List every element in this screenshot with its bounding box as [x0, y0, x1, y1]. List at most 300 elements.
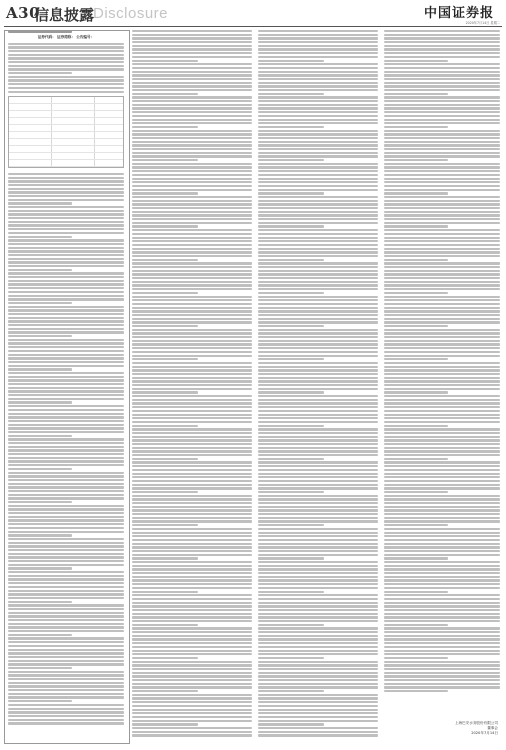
text-line — [8, 542, 124, 544]
text-line — [8, 87, 124, 89]
text-line — [8, 298, 124, 300]
text-line — [132, 473, 252, 475]
text-line — [132, 543, 252, 545]
text-line — [132, 141, 252, 143]
text-line — [384, 325, 448, 327]
text-line — [132, 251, 252, 253]
text-line — [8, 674, 124, 676]
text-line — [384, 417, 500, 419]
text-line — [384, 579, 500, 581]
text-line — [258, 631, 378, 633]
text-line — [258, 203, 378, 205]
text-line — [258, 34, 378, 36]
text-line — [258, 314, 378, 316]
text-line — [8, 61, 124, 63]
text-line — [8, 354, 124, 356]
text-line — [132, 672, 252, 674]
text-line — [132, 520, 252, 522]
text-line — [258, 60, 324, 62]
text-line — [132, 74, 252, 76]
text-line — [384, 613, 500, 615]
text-line — [384, 399, 500, 401]
text-line — [384, 133, 500, 135]
text-line — [8, 199, 124, 201]
text-column-2 — [132, 30, 252, 742]
text-line — [384, 690, 448, 692]
text-line — [132, 192, 198, 194]
text-line — [384, 594, 500, 596]
text-line — [132, 340, 252, 342]
text-line — [258, 576, 378, 578]
text-line — [8, 615, 124, 617]
text-line — [258, 115, 378, 117]
text-line — [258, 683, 378, 685]
text-line — [258, 251, 378, 253]
text-line — [258, 377, 378, 379]
text-line — [258, 229, 378, 231]
text-line — [132, 174, 252, 176]
text-line — [8, 228, 124, 230]
text-line — [132, 432, 252, 434]
text-line — [132, 78, 252, 80]
text-line — [258, 85, 378, 87]
text-line — [132, 694, 252, 696]
text-line — [258, 292, 324, 294]
text-line — [258, 362, 378, 364]
text-line — [8, 464, 124, 466]
text-line — [132, 579, 252, 581]
text-line — [384, 513, 500, 515]
text-line — [384, 262, 500, 264]
text-line — [8, 652, 124, 654]
text-line — [132, 211, 252, 213]
text-line — [384, 679, 500, 681]
text-line — [132, 391, 198, 393]
text-line — [132, 248, 252, 250]
text-line — [258, 579, 378, 581]
text-line — [384, 351, 500, 353]
text-line — [384, 107, 500, 109]
text-line — [384, 495, 500, 497]
text-line — [384, 627, 500, 629]
text-line — [8, 342, 124, 344]
text-line — [8, 405, 124, 407]
text-line — [8, 512, 124, 514]
text-line — [8, 276, 124, 278]
text-line — [8, 486, 124, 488]
text-line — [132, 244, 252, 246]
text-line — [258, 181, 378, 183]
text-line — [384, 362, 500, 364]
text-line — [132, 266, 252, 268]
text-line — [8, 586, 124, 588]
text-line — [132, 93, 198, 95]
text-line — [258, 355, 378, 357]
text-line — [132, 436, 252, 438]
text-line — [384, 480, 500, 482]
text-line — [132, 351, 252, 353]
text-line — [384, 476, 500, 478]
text-line — [132, 332, 252, 334]
text-line — [8, 649, 124, 651]
text-line — [384, 528, 500, 530]
text-line — [258, 414, 378, 416]
text-line — [258, 712, 378, 714]
text-line — [8, 663, 124, 665]
text-line — [132, 366, 252, 368]
header-divider — [4, 26, 502, 27]
text-line — [132, 594, 252, 596]
text-line — [132, 85, 252, 87]
text-line — [8, 472, 124, 474]
text-line — [258, 694, 378, 696]
text-line — [384, 314, 500, 316]
text-line — [132, 329, 252, 331]
text-line — [8, 383, 124, 385]
text-line — [384, 410, 500, 412]
text-line — [258, 318, 378, 320]
text-line — [384, 266, 500, 268]
text-line — [258, 321, 378, 323]
text-line — [132, 557, 198, 559]
text-line — [258, 502, 378, 504]
text-line — [258, 661, 378, 663]
text-line — [8, 221, 124, 223]
text-line — [258, 166, 378, 168]
text-line — [384, 218, 500, 220]
text-line — [384, 155, 500, 157]
text-line — [258, 340, 378, 342]
text-line — [258, 624, 324, 626]
text-line — [132, 609, 252, 611]
text-line — [132, 458, 198, 460]
text-line — [8, 280, 124, 282]
text-line — [384, 565, 500, 567]
text-line — [384, 207, 500, 209]
text-line — [8, 556, 124, 558]
text-line — [132, 314, 252, 316]
text-line — [8, 79, 124, 81]
text-line — [258, 148, 378, 150]
text-line — [132, 237, 252, 239]
text-line — [8, 357, 124, 359]
newspaper-logo: 中国证券报 — [423, 6, 494, 21]
text-line — [8, 210, 124, 212]
text-line — [8, 413, 124, 415]
text-line — [8, 549, 124, 551]
text-line — [8, 269, 72, 271]
text-line — [258, 716, 378, 718]
text-line — [258, 196, 378, 198]
text-line — [8, 656, 124, 658]
text-line — [8, 575, 124, 577]
text-line — [132, 565, 252, 567]
text-line — [8, 696, 124, 698]
text-line — [132, 296, 252, 298]
text-line — [132, 185, 252, 187]
text-line — [258, 104, 378, 106]
text-line — [132, 484, 252, 486]
text-line — [384, 591, 448, 593]
text-line — [132, 638, 252, 640]
text-line — [384, 355, 500, 357]
text-line — [384, 406, 500, 408]
text-line — [384, 196, 500, 198]
text-line — [8, 420, 124, 422]
text-column-4 — [384, 30, 500, 700]
text-line — [132, 650, 252, 652]
text-line — [258, 642, 378, 644]
text-line — [8, 567, 72, 569]
text-line — [258, 675, 378, 677]
text-line — [132, 284, 252, 286]
text-line — [384, 299, 500, 301]
text-line — [384, 395, 500, 397]
text-line — [8, 438, 124, 440]
text-line — [8, 328, 124, 330]
text-line — [132, 624, 198, 626]
text-line — [8, 180, 124, 182]
text-line — [384, 248, 500, 250]
text-line — [258, 343, 378, 345]
text-line — [8, 531, 124, 533]
data-table — [8, 96, 124, 168]
text-line — [132, 45, 252, 47]
text-line — [384, 255, 500, 257]
text-line — [258, 594, 378, 596]
text-line — [258, 325, 324, 327]
text-line — [8, 538, 124, 540]
text-line — [132, 402, 252, 404]
text-line — [132, 661, 252, 663]
text-line — [132, 712, 252, 714]
text-line — [258, 565, 378, 567]
text-line — [384, 336, 500, 338]
text-line — [384, 148, 500, 150]
text-line — [258, 583, 378, 585]
text-line — [258, 668, 378, 670]
text-line — [8, 398, 124, 400]
text-line — [384, 244, 500, 246]
text-line — [384, 609, 500, 611]
text-line — [8, 446, 124, 448]
text-line — [384, 347, 500, 349]
text-line — [384, 192, 448, 194]
text-line — [132, 233, 252, 235]
text-line — [258, 543, 378, 545]
text-line — [384, 30, 500, 32]
text-line — [258, 71, 378, 73]
text-line — [8, 258, 124, 260]
text-line — [384, 307, 500, 309]
text-line — [8, 376, 124, 378]
text-line — [8, 645, 124, 647]
text-line — [132, 203, 252, 205]
text-line — [384, 56, 500, 58]
text-line — [8, 250, 124, 252]
text-line — [384, 174, 500, 176]
text-line — [384, 100, 500, 102]
text-line — [384, 89, 500, 91]
text-line — [132, 598, 252, 600]
text-line — [384, 288, 500, 290]
text-line — [132, 454, 252, 456]
text-line — [384, 166, 500, 168]
text-line — [258, 262, 378, 264]
text-line — [258, 720, 378, 722]
text-line — [8, 390, 124, 392]
text-line — [258, 307, 378, 309]
text-line — [8, 431, 124, 433]
text-line — [258, 233, 378, 235]
text-line — [8, 295, 124, 297]
text-line — [384, 163, 500, 165]
text-line — [258, 240, 378, 242]
text-line — [258, 45, 378, 47]
text-line — [132, 347, 252, 349]
text-line — [384, 229, 500, 231]
text-line — [258, 465, 378, 467]
text-line — [258, 461, 378, 463]
text-line — [132, 723, 198, 725]
text-line — [258, 152, 378, 154]
text-line — [384, 524, 448, 526]
text-line — [8, 409, 124, 411]
text-line — [8, 582, 124, 584]
text-line — [384, 200, 500, 202]
text-line — [384, 509, 500, 511]
text-line — [384, 469, 500, 471]
text-line — [8, 302, 72, 304]
text-line — [258, 627, 378, 629]
text-line — [384, 561, 500, 563]
text-line — [384, 646, 500, 648]
text-line — [132, 196, 252, 198]
text-line — [132, 321, 252, 323]
text-line — [8, 623, 124, 625]
text-line — [258, 299, 378, 301]
text-line — [384, 259, 448, 261]
text-line — [258, 602, 378, 604]
text-line — [132, 528, 252, 530]
text-line — [258, 273, 378, 275]
paragraph-block — [384, 30, 500, 692]
text-line — [132, 273, 252, 275]
text-line — [8, 490, 124, 492]
text-line — [8, 350, 124, 352]
text-line — [8, 387, 124, 389]
text-line — [258, 52, 378, 54]
text-line — [132, 310, 252, 312]
text-line — [8, 224, 124, 226]
text-line — [258, 539, 378, 541]
text-line — [8, 497, 124, 499]
text-line — [258, 734, 378, 736]
text-line — [132, 709, 252, 711]
text-column-3 — [258, 30, 378, 742]
text-line — [258, 731, 378, 733]
text-line — [8, 534, 72, 536]
text-line — [8, 339, 124, 341]
text-line — [258, 591, 324, 593]
text-line — [132, 318, 252, 320]
text-line — [258, 447, 378, 449]
text-line — [8, 217, 124, 219]
text-line — [8, 519, 124, 521]
text-line — [132, 240, 252, 242]
text-line — [132, 207, 252, 209]
text-line — [8, 523, 124, 525]
text-line — [8, 173, 124, 175]
newspaper-masthead — [0, 0, 506, 28]
text-line — [132, 137, 252, 139]
text-line — [258, 67, 378, 69]
text-line — [132, 414, 252, 416]
text-line — [384, 52, 500, 54]
text-line — [132, 587, 252, 589]
text-line — [258, 613, 378, 615]
text-line — [132, 561, 252, 563]
text-line — [8, 453, 124, 455]
text-line — [8, 236, 72, 238]
text-line — [132, 576, 252, 578]
text-line — [8, 401, 72, 403]
text-line — [384, 329, 500, 331]
text-line — [258, 373, 378, 375]
text-line — [132, 181, 252, 183]
text-line — [258, 557, 324, 559]
text-line — [384, 439, 500, 441]
text-line — [384, 620, 500, 622]
text-line — [258, 369, 378, 371]
text-line — [8, 261, 124, 263]
text-line — [132, 550, 252, 552]
text-line — [384, 296, 500, 298]
text-line — [132, 214, 252, 216]
text-line — [132, 517, 252, 519]
text-line — [132, 130, 252, 132]
text-line — [132, 119, 252, 121]
text-line — [258, 284, 378, 286]
text-line — [258, 664, 378, 666]
text-line — [258, 509, 378, 511]
text-line — [258, 388, 378, 390]
text-line — [258, 218, 378, 220]
text-line — [384, 635, 500, 637]
text-line — [8, 719, 124, 721]
text-line — [384, 377, 500, 379]
text-line — [8, 637, 124, 639]
text-line — [258, 568, 378, 570]
text-line — [8, 265, 124, 267]
text-line — [8, 313, 124, 315]
text-line — [132, 178, 252, 180]
text-line — [132, 60, 198, 62]
text-line — [258, 347, 378, 349]
text-line — [258, 399, 378, 401]
text-line — [132, 620, 252, 622]
text-line — [132, 410, 252, 412]
text-line — [384, 487, 500, 489]
text-line — [258, 329, 378, 331]
text-line — [384, 380, 500, 382]
text-line — [258, 690, 324, 692]
issue-date: 2020年7月14日 星期二 — [465, 21, 500, 25]
text-column-1 — [8, 30, 124, 742]
text-line — [258, 141, 378, 143]
text-line — [8, 693, 124, 695]
text-line — [8, 708, 124, 710]
